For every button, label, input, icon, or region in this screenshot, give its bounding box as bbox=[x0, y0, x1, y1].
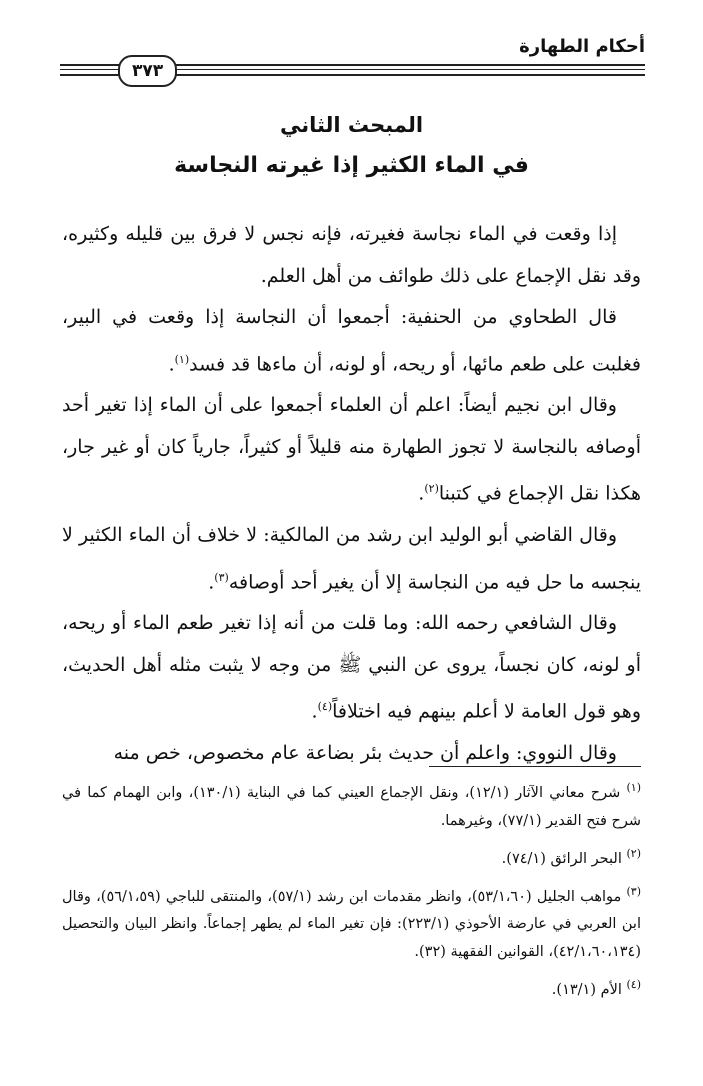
paragraph bbox=[62, 214, 641, 297]
footnote-ref[interactable]: (٣) bbox=[214, 570, 229, 584]
paragraph-tail: . bbox=[418, 482, 425, 505]
paragraph-text: قال الطحاوي من الحنفية: أجمعوا أن النجاسة إذا وقعت في البير، فغلبت على طعم مائها، أو ريحه، أو لونه، أن ماءها قد فسد bbox=[62, 306, 641, 375]
paragraph bbox=[62, 297, 641, 385]
paragraph-text: وقال القاضي أبو الوليد ابن رشد من المالكية: لا خلاف أن الماء الكثير لا ينجسه ما حل فيه من النجاسة إلا أن يغير أحد أوصافه bbox=[62, 524, 641, 593]
footnote-marker: (٤) bbox=[626, 978, 641, 992]
footnote-separator bbox=[429, 766, 641, 767]
paragraph-tail: . bbox=[311, 700, 318, 723]
footnote-marker: (٢) bbox=[626, 846, 641, 860]
footnote-marker: (٣) bbox=[626, 884, 641, 898]
footnote-marker: (١) bbox=[626, 781, 641, 794]
section-title: المبحث الثاني bbox=[279, 113, 424, 137]
paragraph-text: وقال الشافعي رحمه الله: وما قلت من أنه إذا تغير طعم الماء أو ريحه، أو لونه، كان نجساً، يروى عن النبي ﷺ من وجه لا يثبت مثله أهل الحديث، وهو قول العامة لا أعلم بينهم فيه اختلافاً bbox=[62, 612, 641, 723]
footnote-ref[interactable]: (١) bbox=[174, 352, 190, 366]
footnote bbox=[62, 878, 641, 967]
footnote bbox=[62, 774, 641, 835]
footnote-text: مواهب الجليل (٥٣/١،٦٠)، وانظر مقدمات ابن رشد (٥٧/١)، والمنتقى للباجي (٥٦/١،٥٩)، وقال ابن العربي في عارضة الأحوذي (٢٢٣/١): فإن تغير الماء لم يطهر إجماعاً. وانظر البيان والتحصيل (٤٢/١،٦٠،١٣٤)، القوانين الفقهية (٣٢). bbox=[62, 888, 641, 961]
paragraph-text: وقال ابن نجيم أيضاً: اعلم أن العلماء أجمعوا على أن الماء إذا تغير أحد أوصافه بالنجاسة لا تجوز الطهارة منه قليلاً أو كثيراً، جارياً كان أو غير جار، هكذا نقل الإجماع في كتبنا bbox=[62, 394, 641, 505]
footnote-text: شرح معاني الآثار (١٢/١)، ونقل الإجماع العيني كما في البناية (١٣٠/١)، وابن الهمام كما في شرح فتح القدير (٧٧/١)، وغيرهما. bbox=[62, 784, 641, 829]
footnote bbox=[62, 971, 641, 1004]
running-title: أحكام الطهارة bbox=[519, 36, 645, 57]
paragraph-tail: . bbox=[168, 352, 175, 375]
paragraph bbox=[62, 515, 641, 603]
footnote-text: الأم (١٣/١). bbox=[551, 982, 622, 999]
footnote bbox=[62, 840, 641, 873]
paragraph-text: إذا وقعت في الماء نجاسة فغيرته، فإنه نجس لا فرق بين قليله وكثيره، وقد نقل الإجماع على ذلك طوائف من أهل العلم. bbox=[62, 223, 641, 287]
section-subtitle: في الماء الكثير إذا غيرته النجاسة bbox=[174, 153, 529, 178]
paragraph bbox=[62, 603, 641, 733]
footnote-ref[interactable]: (٢) bbox=[424, 482, 439, 496]
body-text bbox=[62, 214, 641, 775]
paragraph bbox=[62, 733, 641, 775]
paragraph bbox=[62, 385, 641, 515]
footnote-ref[interactable]: (٤) bbox=[317, 700, 333, 714]
footnotes bbox=[62, 774, 641, 1009]
paragraph-text: وقال النووي: واعلم أن حديث بئر بضاعة عام مخصوص، خص منه bbox=[113, 742, 617, 765]
paragraph-tail: . bbox=[208, 570, 215, 593]
page-number: ٣٧٣ bbox=[118, 55, 177, 87]
footnote-text: البحر الرائق (٧٤/١). bbox=[501, 850, 622, 867]
